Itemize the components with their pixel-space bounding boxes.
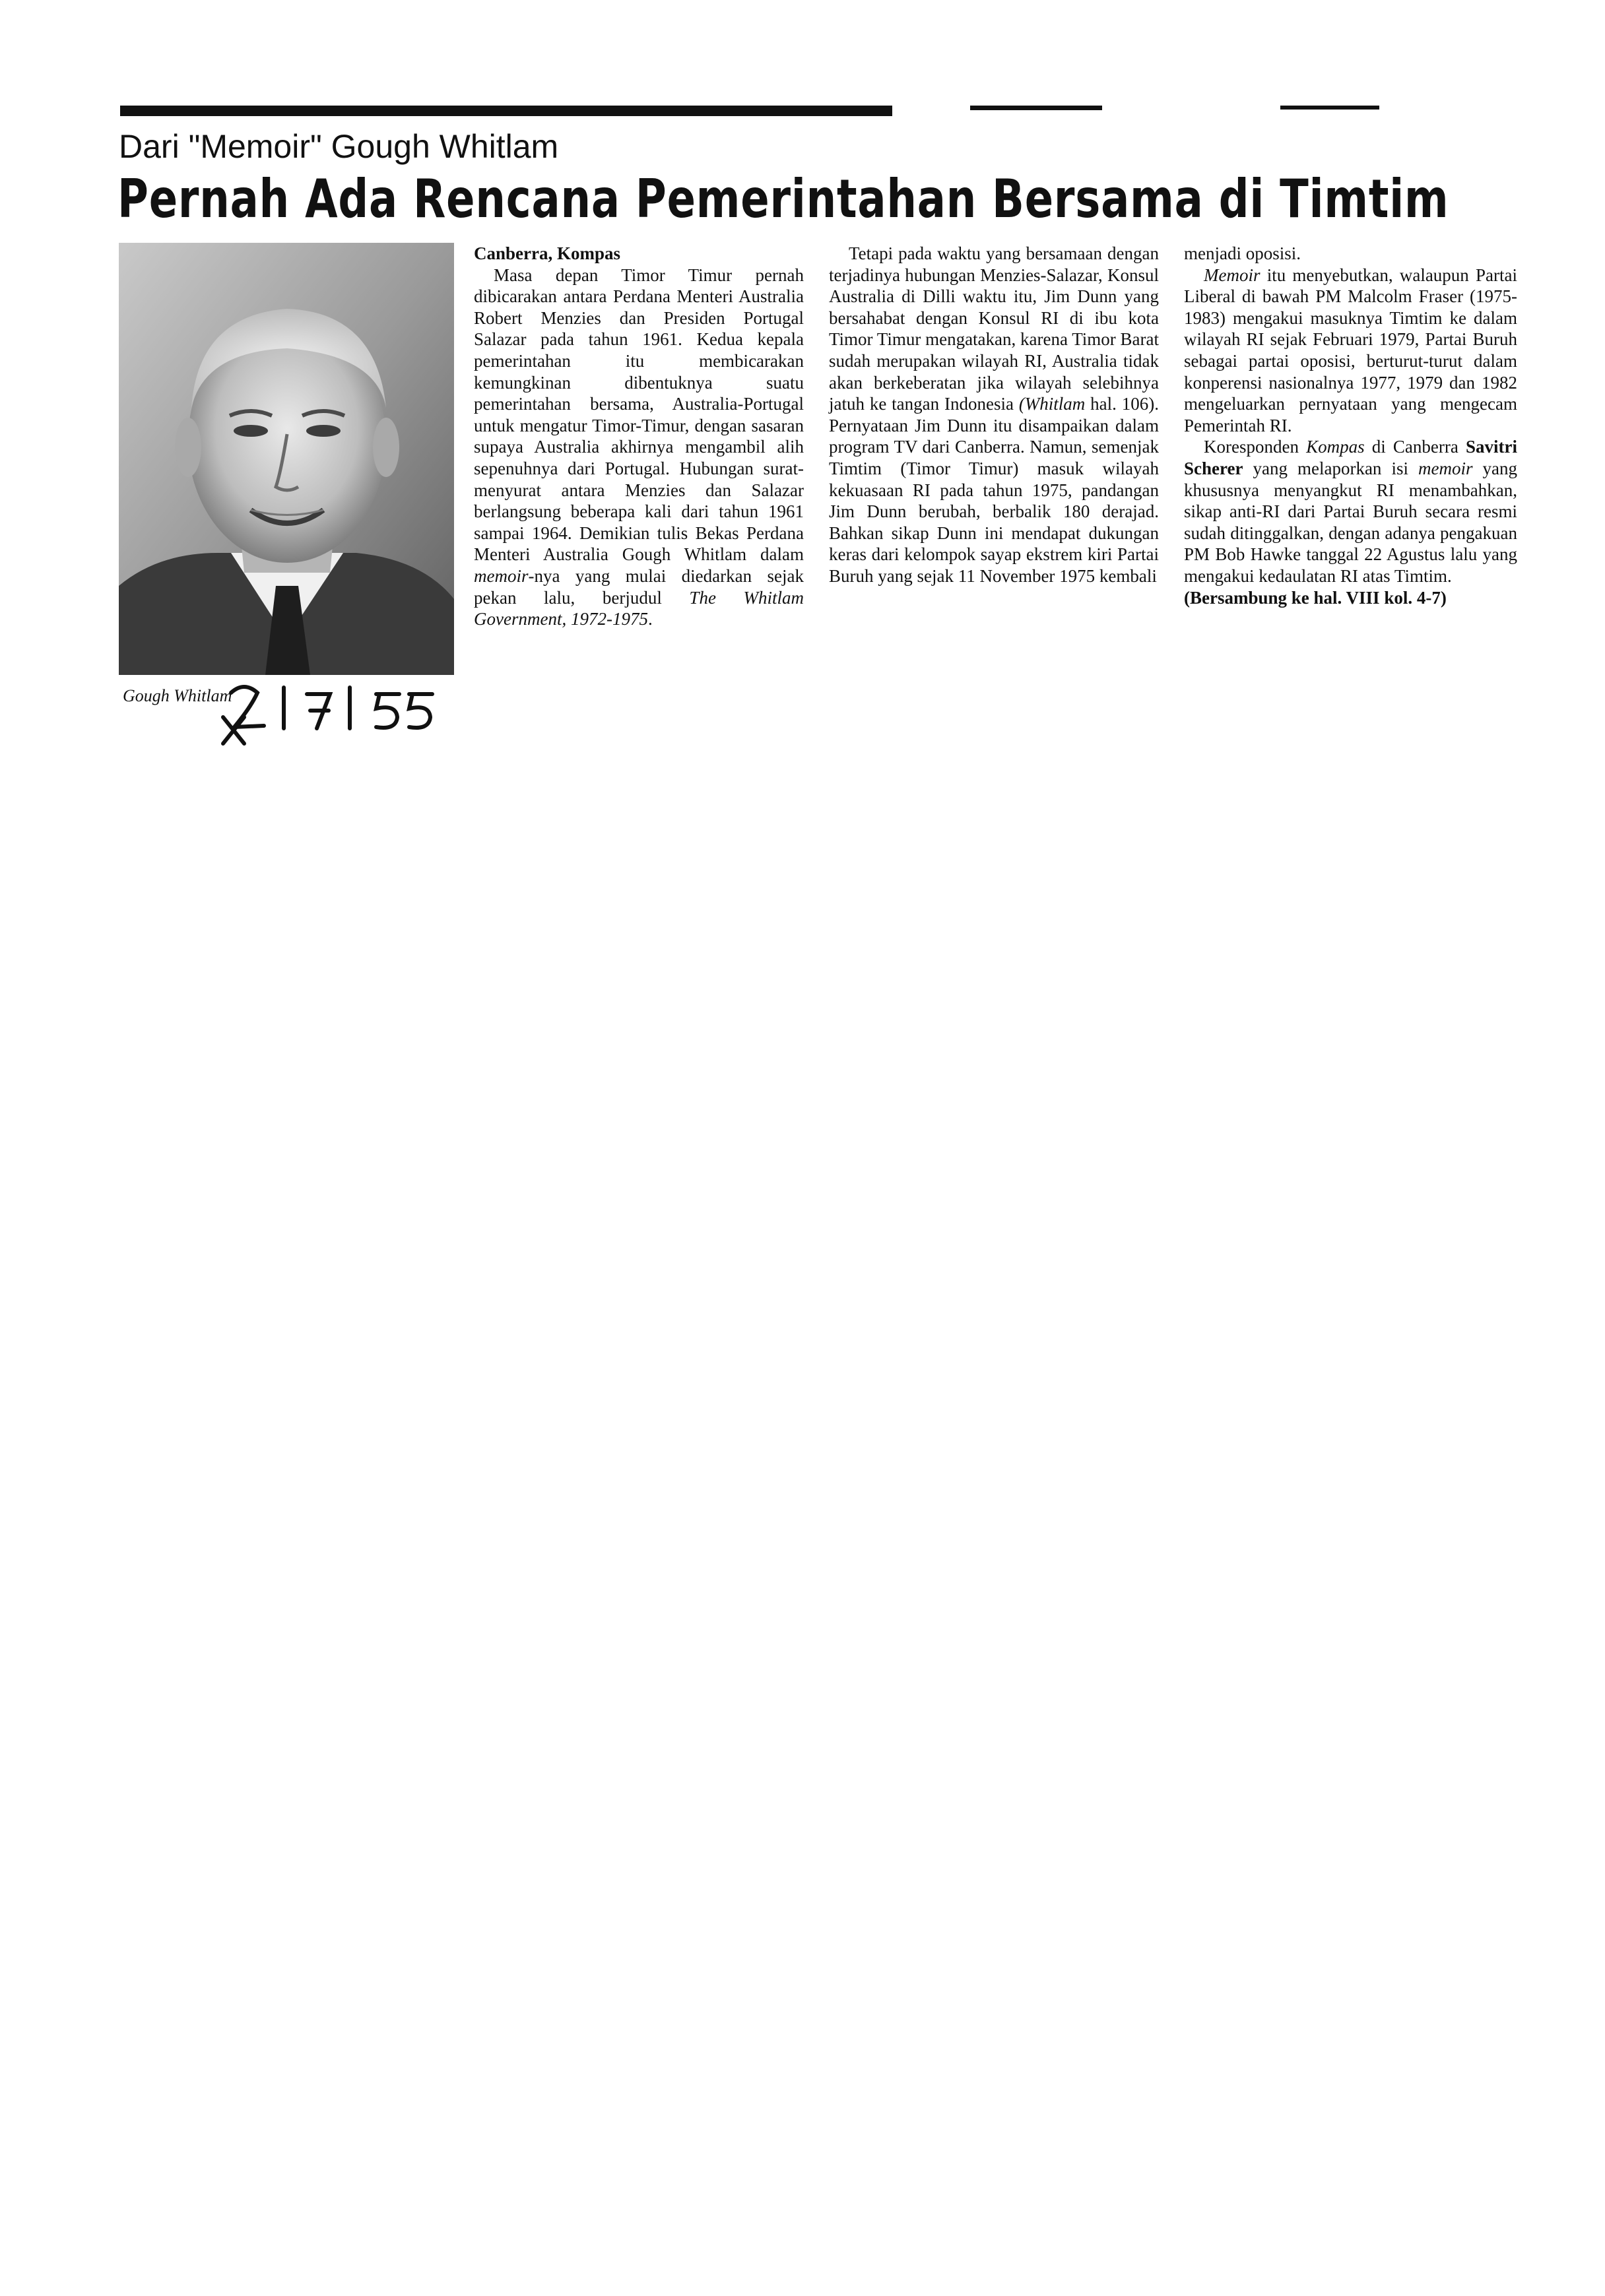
paragraph: Tetapi pada waktu yang bersamaan dengan terjadinya hubungan Menzies-Salazar, Konsul Australia di Dilli waktu itu, Jim Dunn yang bersahabat dengan Konsul RI di ibu kota Timor Timur mengatakan, karena Timor Barat sudah merupakan wilayah RI, Australia tidak akan berkeberatan jika wilayah selebihnya jatuh ke tangan Indonesia (Whitlam hal. 106). Pernyataan Jim Dunn itu disampaikan dalam program TV dari Canberra. Namun, semenjak Timtim (Timor Timur) masuk wilayah kekuasaan RI pada tahun 1975, pandangan Jim Dunn berubah, berbalik 180 derajad. Bahkan sikap Dunn ini mendapat dukungan keras dari kelompok sayap ekstrem kiri Partai Buruh yang sejak 11 November 1975 kembali — [829, 243, 1159, 586]
handwritten-date-mark — [218, 668, 455, 750]
top-rule-short-1 — [970, 106, 1102, 110]
paragraph: Koresponden Kompas di Canberra Savitri Scherer yang melaporkan isi memoir yang khususnya menyangkut RI menambahkan, sikap anti-RI dari Partai Buruh secara resmi sudah ditinggalkan, dengan adanya pengakuan PM Bob Hawke tanggal 22 Agustus lalu yang mengakui kedaulatan RI atas Timtim. — [1184, 437, 1517, 586]
paragraph: menjadi oposisi. — [1184, 243, 1301, 263]
photo-caption: Gough Whitlam — [123, 686, 232, 705]
top-rule-main — [120, 106, 892, 116]
kicker: Dari "Memoir" Gough Whitlam — [119, 128, 559, 165]
article-column-2 — [829, 243, 1159, 587]
article-column-1 — [474, 243, 804, 630]
top-rule-short-2 — [1280, 106, 1379, 110]
paragraph: Memoir itu menyebutkan, walaupun Partai Liberal di bawah PM Malcolm Fraser (1975-1983) mengakui masuknya Timtim ke dalam wilayah RI sejak Februari 1979, Partai Buruh sebagai partai oposisi, berturut-turut dalam konperensi nasionalnya 1977, 1979 dan 1982 mengeluarkan pernyataan yang mengecam Pemerintah RI. — [1184, 265, 1517, 435]
article-column-3 — [1184, 243, 1517, 608]
dateline: Canberra, Kompas — [474, 243, 620, 263]
paragraph: Masa depan Timor Timur pernah dibicarakan antara Perdana Menteri Australia Robert Menzies dan Presiden Portugal Salazar pada tahun 1961. Kedua kepala pemerintahan itu membicarakan kemungkinan dibentuknya suatu pemerintahan bersama, Australia-Portugal untuk mengatur Timor-Timur, dengan sasaran supaya Australia akhirnya mengambil alih sepenuhnya dari Portugal. Hubungan surat-menyurat antara Menzies dan Salazar berlangsung beberapa kali dari tahun 1961 sampai 1964. Demikian tulis Bekas Perdana Menteri Australia Gough Whitlam dalam memoir-nya yang mulai diedarkan sejak pekan lalu, berjudul The Whitlam Government, 1972-1975. — [474, 265, 804, 629]
continued-notice: (Bersambung ke hal. VIII kol. 4-7) — [1184, 587, 1447, 608]
portrait-image — [119, 243, 454, 675]
portrait-photo — [119, 243, 454, 675]
headline: Pernah Ada Rencana Pemerintahan Bersama di Timtim — [117, 168, 1449, 230]
